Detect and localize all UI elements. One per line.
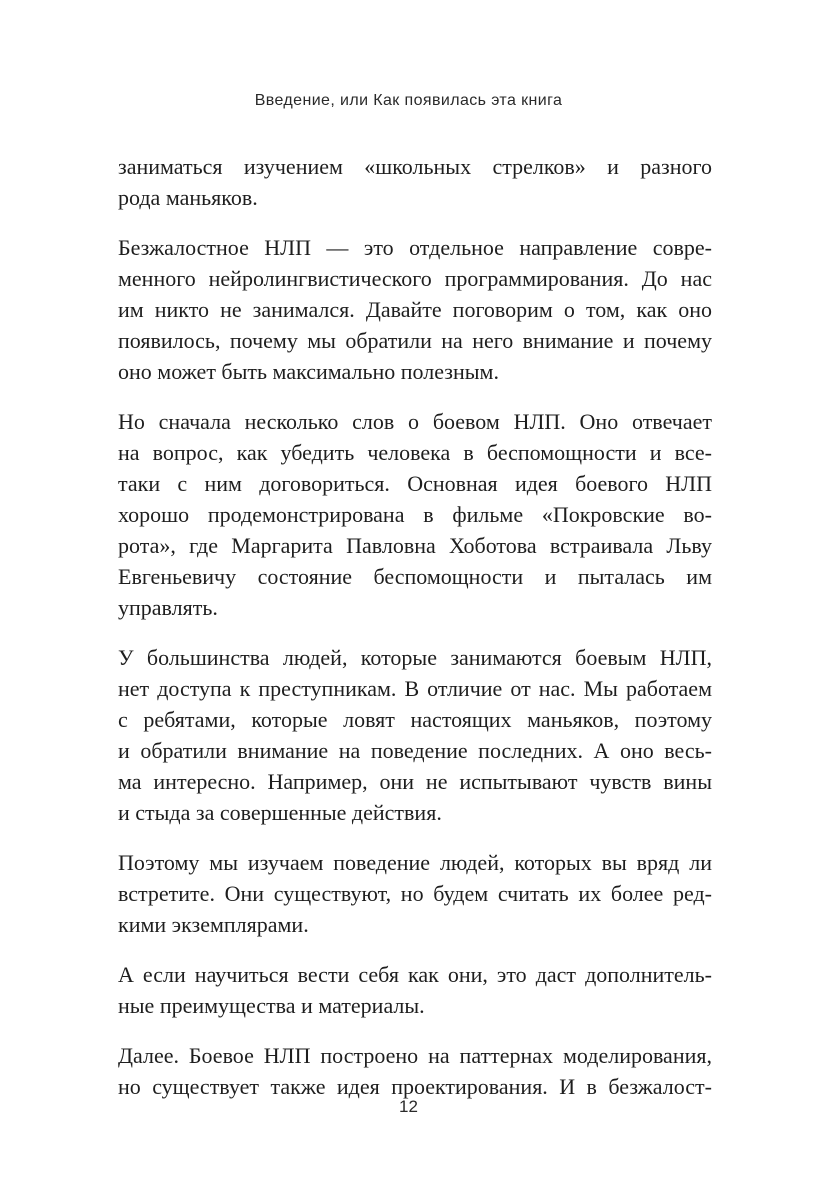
text-line: встретите. Они существуют, но будем считать их более ред- xyxy=(118,881,712,906)
text-line: Далее. Боевое НЛП построено на паттернах моделирования, xyxy=(118,1043,712,1068)
text-line: но существует также идея проектирования. И в безжалост- xyxy=(118,1074,712,1099)
paragraph xyxy=(118,232,712,387)
paragraph xyxy=(118,406,712,623)
text-line: с ребятами, которые ловят настоящих маньяков, поэтому xyxy=(118,707,712,732)
text-line: ные преимущества и материалы. xyxy=(118,993,425,1018)
paragraph xyxy=(118,959,712,1021)
running-header: Введение, или Как появилась эта книга xyxy=(254,92,563,109)
text-line: Но сначала несколько слов о боевом НЛП. Оно отвечает xyxy=(118,409,712,434)
text-line: появилось, почему мы обратили на него внимание и почему xyxy=(118,328,712,353)
text-line: и стыда за совершенные действия. xyxy=(118,800,442,825)
text-line: заниматься изучением «школьных стрелков» и разного xyxy=(118,154,712,179)
text-line: У большинства людей, которые занимаются боевым НЛП, xyxy=(118,645,712,670)
text-line: им никто не занимался. Давайте поговорим о том, как оно xyxy=(118,297,712,322)
text-line: управлять. xyxy=(118,595,218,620)
text-line: кими экземплярами. xyxy=(118,912,309,937)
paragraph xyxy=(118,847,712,940)
text-line: А если научиться вести себя как они, это даст дополнитель- xyxy=(118,962,712,987)
text-line: нет доступа к преступникам. В отличие от нас. Мы работаем xyxy=(118,676,712,701)
text-line: хорошо продемонстрирована в фильме «Покровские во- xyxy=(118,502,712,527)
page-number: 12 xyxy=(399,1097,418,1116)
text-line: на вопрос, как убедить человека в беспомощности и все- xyxy=(118,440,712,465)
text-line: рота», где Маргарита Павловна Хоботова встраивала Льву xyxy=(118,533,712,558)
text-line: оно может быть максимально полезным. xyxy=(118,359,499,384)
text-line: Поэтому мы изучаем поведение людей, которых вы вряд ли xyxy=(118,850,712,875)
text-line: таки с ним договориться. Основная идея боевого НЛП xyxy=(118,471,712,496)
paragraph xyxy=(118,1040,712,1102)
text-line: рода маньяков. xyxy=(118,185,258,210)
text-line: Безжалостное НЛП — это отдельное направление совре- xyxy=(118,235,712,260)
text-line: менного нейролингвистического программирования. До нас xyxy=(118,266,712,291)
text-line: ма интересно. Например, они не испытывают чувств вины xyxy=(118,769,712,794)
body-text xyxy=(118,151,712,1121)
text-line: и обратили внимание на поведение последних. А оно весь- xyxy=(118,738,712,763)
text-line: Евгеньевичу состояние беспомощности и пыталась им xyxy=(118,564,712,589)
paragraph xyxy=(118,642,712,828)
paragraph xyxy=(118,151,712,213)
